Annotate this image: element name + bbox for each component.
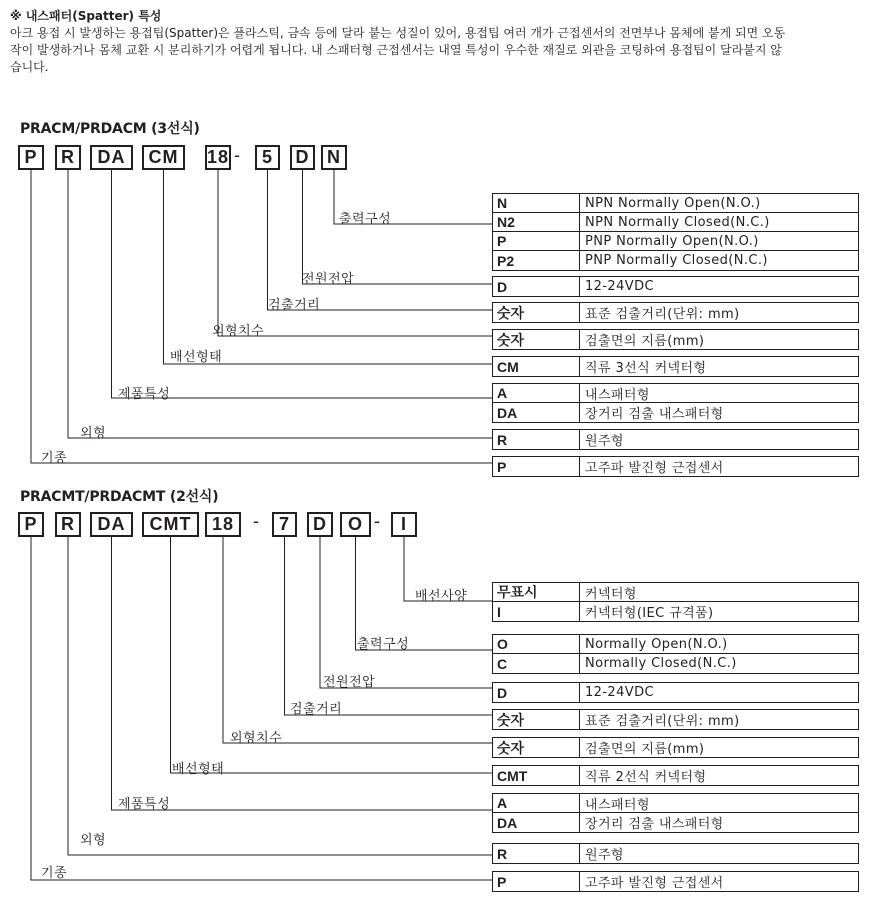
field-label: 기종 bbox=[41, 866, 68, 881]
option-table bbox=[492, 276, 859, 297]
option-code: A bbox=[493, 384, 580, 402]
field-label: 제품특성 bbox=[118, 387, 171, 402]
option-description: NPN Normally Open(N.O.) bbox=[585, 195, 761, 211]
option-description: 직류 2선식 커넥터형 bbox=[585, 770, 707, 785]
table-row bbox=[493, 738, 858, 757]
code-box: 18 bbox=[205, 145, 231, 170]
table-row bbox=[493, 194, 858, 213]
option-description: 직류 3선식 커넥터형 bbox=[585, 361, 707, 376]
option-code: CM bbox=[493, 357, 580, 376]
table-row bbox=[493, 844, 858, 863]
table-row bbox=[493, 357, 858, 376]
option-table bbox=[492, 429, 859, 450]
connector-line bbox=[285, 537, 493, 715]
connector-line bbox=[171, 537, 493, 773]
field-label: 기종 bbox=[41, 451, 68, 466]
table-row bbox=[493, 794, 858, 813]
connector-line bbox=[320, 537, 492, 688]
field-label: 외형 bbox=[80, 833, 107, 848]
field-label: 외형치수 bbox=[212, 324, 265, 339]
option-code: 숫자 bbox=[493, 710, 580, 729]
field-label: 출력구성 bbox=[357, 637, 410, 652]
code-separator: - bbox=[253, 511, 259, 531]
spatter-note bbox=[10, 8, 882, 76]
option-description: Normally Closed(N.C.) bbox=[585, 656, 737, 671]
option-table bbox=[492, 793, 859, 833]
code-box: D bbox=[290, 145, 315, 170]
code-separator: - bbox=[234, 145, 240, 165]
code-box: 5 bbox=[255, 145, 280, 170]
option-description: 원주형 bbox=[585, 434, 624, 449]
option-table bbox=[492, 737, 859, 758]
option-code: P bbox=[493, 457, 580, 476]
field-label: 배선형태 bbox=[172, 762, 225, 777]
option-description: 12-24VDC bbox=[585, 685, 654, 700]
code-box: DA bbox=[90, 145, 133, 170]
option-code: 숫자 bbox=[493, 738, 580, 757]
table-row bbox=[493, 583, 858, 602]
field-label: 출력구성 bbox=[339, 212, 392, 227]
code-separator: - bbox=[374, 511, 380, 531]
code-box: 7 bbox=[272, 512, 297, 537]
table-row bbox=[493, 213, 858, 232]
field-label: 검출거리 bbox=[290, 702, 343, 717]
section-title-2wire: PRACMT/PRDACMT (2선식) bbox=[20, 489, 219, 505]
option-description: PNP Normally Open(N.O.) bbox=[585, 233, 759, 249]
table-row bbox=[493, 635, 858, 654]
field-label: 배선형태 bbox=[170, 350, 223, 365]
option-description: PNP Normally Closed(N.C.) bbox=[585, 253, 768, 268]
option-code: DA bbox=[493, 403, 580, 422]
option-description: 원주형 bbox=[585, 848, 624, 863]
table-row bbox=[493, 602, 858, 621]
table-row bbox=[493, 232, 858, 251]
table-row bbox=[493, 872, 858, 891]
note-text-line: 습니다. bbox=[10, 60, 49, 74]
option-table bbox=[492, 329, 859, 350]
option-code: C bbox=[493, 654, 580, 673]
option-table bbox=[492, 709, 859, 730]
option-table bbox=[492, 383, 859, 423]
section-title-3wire: PRACM/PRDACM (3선식) bbox=[20, 121, 200, 137]
option-description: 표준 검출거리(단위: mm) bbox=[585, 307, 740, 322]
code-box: P bbox=[18, 512, 44, 537]
table-row bbox=[493, 710, 858, 729]
option-code: P2 bbox=[493, 251, 580, 270]
option-description: 커넥터형(IEC 규격품) bbox=[585, 606, 714, 621]
table-row bbox=[493, 277, 858, 296]
option-table bbox=[492, 356, 859, 377]
option-code: D bbox=[493, 277, 580, 296]
field-label: 전원전압 bbox=[302, 272, 355, 287]
option-description: 검출면의 지름(mm) bbox=[585, 334, 705, 349]
option-code: P bbox=[493, 232, 580, 250]
option-description: 검출면의 지름(mm) bbox=[585, 742, 705, 757]
option-table bbox=[492, 193, 859, 271]
field-label: 배선사양 bbox=[415, 589, 468, 604]
option-description: 고주파 발진형 근접센서 bbox=[585, 876, 724, 891]
option-code: CMT bbox=[493, 766, 580, 785]
option-code: R bbox=[493, 844, 580, 863]
code-box: I bbox=[391, 512, 417, 537]
connector-line bbox=[268, 170, 493, 310]
option-description: 고주파 발진형 근접센서 bbox=[585, 461, 724, 476]
table-row bbox=[493, 457, 858, 476]
connector-line bbox=[303, 170, 493, 284]
option-code: 무표시 bbox=[493, 583, 580, 601]
option-table bbox=[492, 682, 859, 703]
option-description: Normally Open(N.O.) bbox=[585, 636, 728, 652]
table-row bbox=[493, 766, 858, 785]
option-table bbox=[492, 843, 859, 864]
option-table bbox=[492, 871, 859, 892]
option-code: DA bbox=[493, 813, 580, 832]
field-label: 외형 bbox=[80, 426, 107, 441]
code-box: R bbox=[55, 145, 81, 170]
option-code: N2 bbox=[493, 213, 580, 231]
option-table bbox=[492, 302, 859, 323]
code-box: 18 bbox=[205, 512, 241, 537]
code-box: N bbox=[321, 145, 347, 170]
option-table bbox=[492, 634, 859, 674]
field-label: 전원전압 bbox=[323, 675, 376, 690]
option-description: 커넥터형 bbox=[585, 586, 637, 602]
field-label: 제품특성 bbox=[118, 797, 171, 812]
option-table bbox=[492, 765, 859, 786]
option-code: D bbox=[493, 683, 580, 702]
table-row bbox=[493, 430, 858, 449]
note-heading: ※ 내스패터(Spatter) 특성 bbox=[10, 9, 162, 23]
option-description: 내스패터형 bbox=[585, 387, 650, 403]
option-description: 장거리 검출 내스패터형 bbox=[585, 407, 724, 422]
field-label: 검출거리 bbox=[268, 298, 321, 313]
option-code: A bbox=[493, 794, 580, 812]
option-description: 12-24VDC bbox=[585, 279, 654, 294]
code-box: CMT bbox=[142, 512, 199, 537]
option-code: R bbox=[493, 430, 580, 449]
field-label: 외형치수 bbox=[230, 731, 283, 746]
table-row bbox=[493, 654, 858, 673]
option-code: O bbox=[493, 635, 580, 653]
option-code: I bbox=[493, 602, 580, 621]
note-text-line: 아크 용접 시 발생하는 용접팁(Spatter)은 플라스틱, 금속 등에 달라 붙는 성질이 있어, 용접팁 여러 개가 근접센서의 전면부나 몸체에 붙게 되면 오동 bbox=[10, 26, 786, 40]
code-box: R bbox=[55, 512, 81, 537]
option-description: 장거리 검출 내스패터형 bbox=[585, 817, 724, 832]
table-row bbox=[493, 303, 858, 322]
connector-line bbox=[31, 170, 492, 463]
option-table bbox=[492, 582, 859, 622]
code-box: P bbox=[18, 145, 44, 170]
option-table bbox=[492, 456, 859, 477]
table-row bbox=[493, 384, 858, 403]
table-row bbox=[493, 683, 858, 702]
option-code: P bbox=[493, 872, 580, 891]
table-row bbox=[493, 813, 858, 832]
connector-line bbox=[112, 537, 493, 810]
option-description: 내스패터형 bbox=[585, 797, 650, 813]
note-text-line: 작이 발생하거나 몸체 교환 시 분리하기가 어렵게 됩니다. 내 스패터형 근접센서는 내열 특성이 우수한 재질로 외관을 코팅하여 용접팁이 달라붙지 않 bbox=[10, 43, 782, 57]
option-code: 숫자 bbox=[493, 303, 580, 322]
code-box: D bbox=[307, 512, 333, 537]
option-description: 표준 검출거리(단위: mm) bbox=[585, 714, 740, 729]
table-row bbox=[493, 330, 858, 349]
code-box: CM bbox=[142, 145, 185, 170]
option-code: N bbox=[493, 194, 580, 212]
option-description: NPN Normally Closed(N.C.) bbox=[585, 214, 770, 230]
code-box: DA bbox=[90, 512, 133, 537]
option-code: 숫자 bbox=[493, 330, 580, 349]
code-box: O bbox=[340, 512, 371, 537]
table-row bbox=[493, 251, 858, 270]
table-row bbox=[493, 403, 858, 422]
connector-line bbox=[218, 170, 492, 336]
